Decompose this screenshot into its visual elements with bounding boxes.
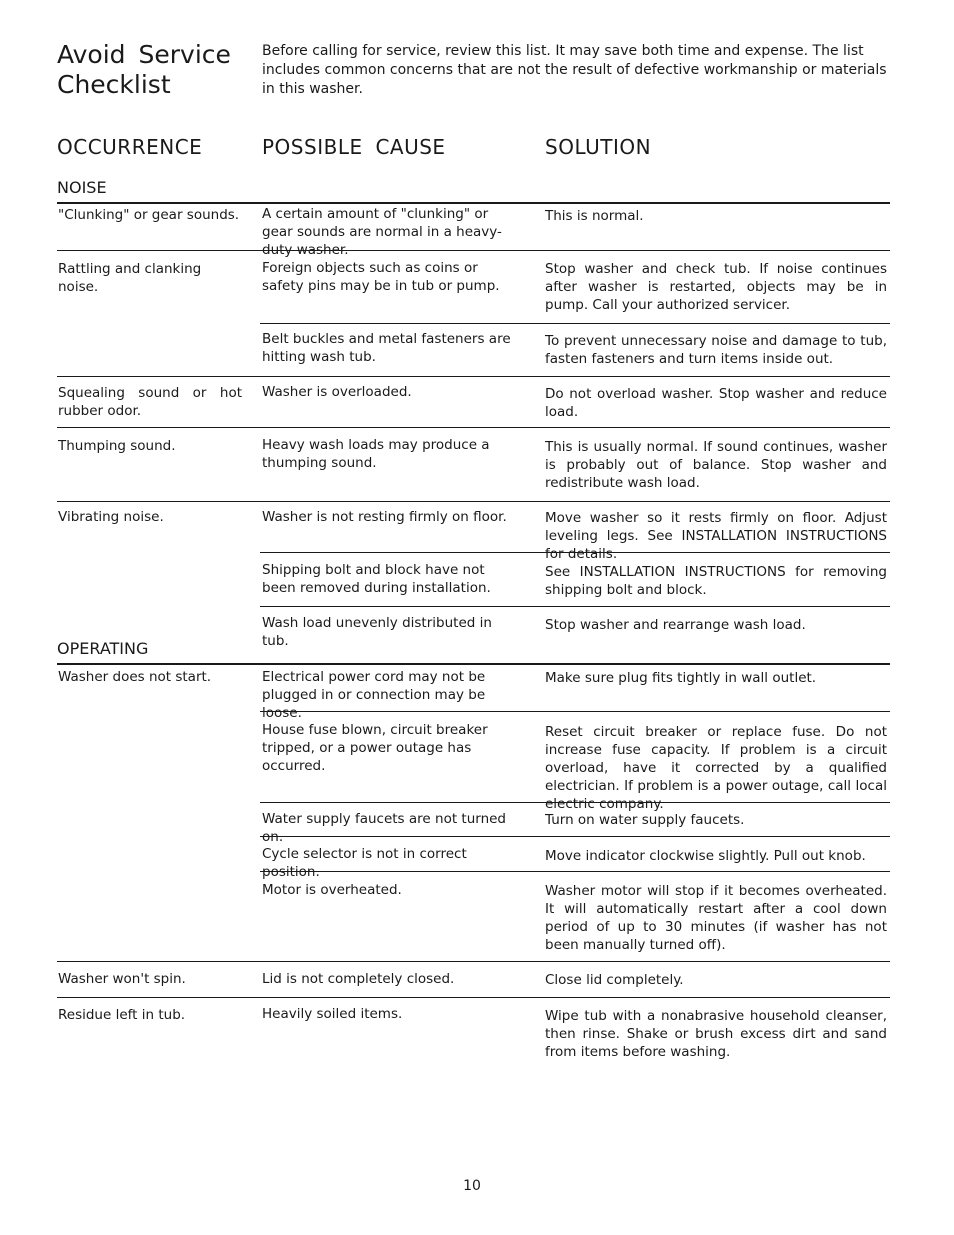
occurrence-cell: Squealing sound or hot rubber odor. <box>58 385 242 419</box>
row-divider <box>57 997 890 998</box>
occurrence-cell: Thumping sound. <box>58 438 176 454</box>
solution-cell: Wipe tub with a nonabrasive household cleanser, then rinse. Shake or brush excess dirt and sand from items before washing. <box>545 1008 887 1060</box>
section-rule <box>57 663 890 665</box>
solution-cell: Turn on water supply faucets. <box>545 812 745 828</box>
solution-cell: Do not overload washer. Stop washer and reduce load. <box>545 386 887 420</box>
cause-cell: Washer is not resting firmly on floor. <box>262 509 507 525</box>
section-heading-noise: NOISE <box>57 178 107 197</box>
cause-cell: Washer is overloaded. <box>262 384 412 400</box>
occurrence-cell: Rattling and clanking noise. <box>58 261 202 295</box>
cause-cell: Wash load unevenly distributed in tub. <box>262 615 492 649</box>
intro-paragraph: Before calling for service, review this list. It may save both time and expense. The list includes common concerns that are not the result of defective workmanship or materials in this washer. <box>262 43 887 97</box>
row-divider <box>260 802 890 803</box>
cause-cell: House fuse blown, circuit breaker tripped, or a power outage has occurred. <box>262 722 488 774</box>
column-header-occurrence: OCCURRENCE <box>57 135 203 159</box>
occurrence-cell: Residue left in tub. <box>58 1007 186 1023</box>
solution-cell: Close lid completely. <box>545 972 684 988</box>
column-header-possible-cause: POSSIBLE CAUSE <box>262 135 446 159</box>
solution-cell: Stop washer and rearrange wash load. <box>545 617 806 633</box>
cause-cell: Heavily soiled items. <box>262 1006 403 1022</box>
cause-cell: Heavy wash loads may produce a thumping sound. <box>262 437 490 471</box>
row-divider <box>260 606 890 607</box>
solution-cell: Move indicator clockwise slightly. Pull out knob. <box>545 848 866 864</box>
solution-cell: Washer motor will stop if it becomes overheated. It will automatically restart after a cool down period of up to 30 minutes (if washer has not been manually turned off). <box>545 883 887 953</box>
occurrence-cell: Washer won't spin. <box>58 971 186 987</box>
cause-cell: Water supply faucets are not turned on. <box>262 811 507 845</box>
cause-cell: Motor is overheated. <box>262 882 402 898</box>
row-divider <box>260 552 890 553</box>
row-divider <box>260 836 890 837</box>
cause-cell: Shipping bolt and block have not been removed during installation. <box>262 562 491 596</box>
cause-cell: Belt buckles and metal fasteners are hitting wash tub. <box>262 331 511 365</box>
page-number: 10 <box>463 1178 481 1194</box>
solution-cell: See INSTALLATION INSTRUCTIONS for removing shipping bolt and block. <box>545 564 887 598</box>
occurrence-cell: Vibrating noise. <box>58 509 164 525</box>
row-divider <box>260 323 890 324</box>
row-divider <box>57 376 890 377</box>
column-header-solution: SOLUTION <box>545 135 652 159</box>
row-divider <box>260 711 890 712</box>
occurrence-cell: "Clunking" or gear sounds. <box>58 207 240 223</box>
solution-cell: This is normal. <box>545 208 644 224</box>
cause-cell: Cycle selector is not in correct position. <box>262 846 467 880</box>
section-heading-operating: OPERATING <box>57 639 149 658</box>
solution-cell: This is usually normal. If sound continues, washer is probably out of balance. Stop washer and redistribute wash load. <box>545 439 887 491</box>
solution-cell: Stop washer and check tub. If noise continues after washer is restarted, objects may be in pump. Call your authorized servicer. <box>545 261 887 313</box>
occurrence-cell: Washer does not start. <box>58 669 212 685</box>
row-divider <box>57 501 890 502</box>
row-divider <box>57 427 890 428</box>
row-divider <box>260 871 890 872</box>
cause-cell: A certain amount of "clunking" or gear sounds are normal in a heavy-duty washer. <box>262 206 502 258</box>
cause-cell: Electrical power cord may not be plugged in or connection may be loose. <box>262 669 486 721</box>
solution-cell: Make sure plug fits tightly in wall outlet. <box>545 670 817 686</box>
cause-cell: Lid is not completely closed. <box>262 971 455 987</box>
section-rule <box>57 202 890 204</box>
solution-cell: Move washer so it rests firmly on floor. Adjust leveling legs. See INSTALLATION INSTRUCTIONS for details. <box>545 510 887 562</box>
page-title: Avoid Service Checklist <box>57 40 231 99</box>
solution-cell: Reset circuit breaker or replace fuse. Do not increase fuse capacity. If problem is a circuit overload, have it corrected by a qualified electrician. If problem is a power outage, call local electric company. <box>545 724 887 812</box>
cause-cell: Foreign objects such as coins or safety pins may be in tub or pump. <box>262 260 500 294</box>
solution-cell: To prevent unnecessary noise and damage to tub, fasten fasteners and turn items inside out. <box>545 333 887 367</box>
row-divider <box>57 250 890 251</box>
row-divider <box>57 961 890 962</box>
